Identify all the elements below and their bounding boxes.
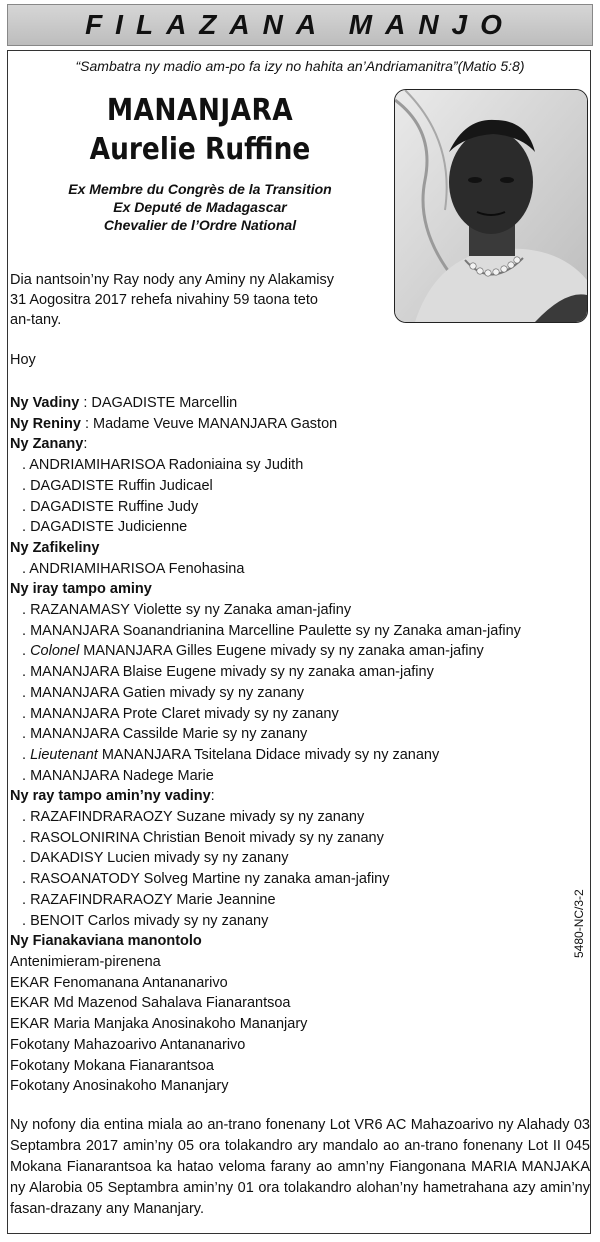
tampo-vadiny-label: Ny ray tampo amin’ny vadiny [10, 788, 211, 805]
vadiny-line: Ny Vadiny : DAGADISTE Marcellin [10, 395, 238, 411]
closing-paragraph: Ny nofony dia entina miala ao an-trano fonenany Lot VR6 AC Mahazoarivo ny Alahady 03 Septambra 2017 amin’ny 05 ora tolakandro ary mandalo ao an-trano fonenany Lot II 045 Mokana Fianarantsoa ka hatao veloma farany ao amn’ny Fiangonana MARIA MANJAKA ny Alarobia 05 Septambra amin’ny 01 ora tolakandro alohan’ny hametrahana azy amin’ny fasan-drazany any Mananjary. [10, 1117, 590, 1217]
tampo-heading [10, 579, 580, 600]
vadiny-value: DAGADISTE Marcellin [91, 395, 238, 411]
title-line: Ex Deputé de Madagascar [113, 199, 287, 215]
list-item: . MANANJARA Cassilde Marie sy ny zanany [22, 726, 308, 743]
intro-line: an-tany. [10, 312, 62, 328]
deceased-surname: MANANJARA [106, 93, 294, 128]
list-item: . RAZAFINDRARAOZY Marie Jeannine [22, 891, 276, 908]
list-item: . RAZANAMASY Violette sy ny Zanaka aman-jafiny [22, 602, 352, 619]
list-item: . DAKADISY Lucien mivady sy ny zanany [22, 850, 289, 867]
zanany-label: Ny Zanany [10, 436, 84, 453]
reniny-label: Ny Reniny [10, 415, 81, 432]
list-item: EKAR Maria Manjaka Anosinakoho Mananjary [10, 1016, 308, 1033]
list-item: . Lieutenant MANANJARA Tsitelana Didace mivady sy ny zanany [22, 746, 440, 763]
deceased-name-block [20, 92, 380, 234]
list-item: . DAGADISTE Ruffine Judy [22, 498, 199, 515]
family-list [10, 393, 580, 1097]
intro-line: 31 Aogositra 2017 rehefa nivahiny 59 taona teto [10, 292, 318, 308]
greeting: Hoy [10, 352, 36, 368]
deceased-titles [20, 180, 380, 234]
list-item: . MANANJARA Gatien mivady sy ny zanany [22, 684, 305, 701]
list-item: Antenimieram-pirenena [10, 953, 161, 970]
list-item: EKAR Md Mazenod Sahalava Fianarantsoa [10, 995, 291, 1012]
list-item: . MANANJARA Nadege Marie [22, 767, 214, 784]
reference-code: 5480-NC/3-2 [572, 889, 586, 958]
list-item: EKAR Fenomanana Antananarivo [10, 974, 228, 991]
portrait-image [395, 90, 587, 322]
list-item: . ANDRIAMIHARISOA Fenohasina [22, 560, 245, 577]
header-band [7, 4, 593, 46]
list-item: Fokotany Mokana Fianarantsoa [10, 1057, 214, 1074]
title-line: Ex Membre du Congrès de la Transition [68, 181, 332, 197]
list-item: . MANANJARA Blaise Eugene mivady sy ny zanaka aman-jafiny [22, 664, 434, 681]
list-item: . ANDRIAMIHARISOA Radoniaina sy Judith [22, 457, 304, 474]
intro-line: Dia nantsoin’ny Ray nody any Aminy ny Alakamisy [10, 272, 334, 288]
title-line: Chevalier de l’Ordre National [103, 217, 297, 233]
list-item: . BENOIT Carlos mivady sy ny zanany [22, 912, 269, 929]
page-title: FILAZANA MANJO [85, 9, 515, 40]
list-item: . RAZAFINDRARAOZY Suzane mivady sy ny zanany [22, 809, 365, 826]
list-item: . RASOANATODY Solveg Martine ny zanaka aman-jafiny [22, 871, 390, 888]
list-item: . DAGADISTE Ruffin Judicael [22, 477, 213, 494]
zafikeliny-heading [10, 538, 580, 559]
list-item: . DAGADISTE Judicienne [22, 519, 188, 536]
list-item: . RASOLONIRINA Christian Benoit mivady sy ny zanany [22, 829, 384, 846]
tampo-label: Ny iray tampo aminy [10, 581, 152, 598]
epigraph: “Sambatra ny madio am-po fa izy no hahita an’Andriamanitra”(Matio 5:8) [75, 58, 525, 74]
zafikeliny-label: Ny Zafikeliny [10, 539, 100, 556]
reniny-line: Ny Reniny : Madame Veuve MANANJARA Gaston [10, 415, 338, 432]
vadiny-label: Ny Vadiny [10, 395, 80, 411]
list-item: . Colonel MANANJARA Gilles Eugene mivady sy ny zanaka aman-jafiny [22, 643, 484, 660]
reniny-value: Madame Veuve MANANJARA Gaston [93, 415, 338, 432]
tampo-vadiny-heading: Ny ray tampo amin’ny vadiny: [10, 788, 215, 805]
intro-paragraph [10, 270, 390, 330]
fianakaviana-heading [10, 931, 580, 952]
portrait-photo [394, 89, 588, 323]
list-item: . MANANJARA Soanandrianina Marcelline Paulette sy ny Zanaka aman-jafiny [22, 622, 521, 639]
fianakaviana-label: Ny Fianakaviana manontolo [10, 933, 202, 950]
zanany-heading: Ny Zanany: [10, 436, 88, 453]
list-item: . MANANJARA Prote Claret mivady sy ny zanany [22, 705, 339, 722]
list-item: Fokotany Anosinakoho Mananjary [10, 1078, 229, 1095]
deceased-first-names: Aurelie Ruffine [89, 132, 311, 167]
list-item: Fokotany Mahazoarivo Antananarivo [10, 1036, 246, 1053]
